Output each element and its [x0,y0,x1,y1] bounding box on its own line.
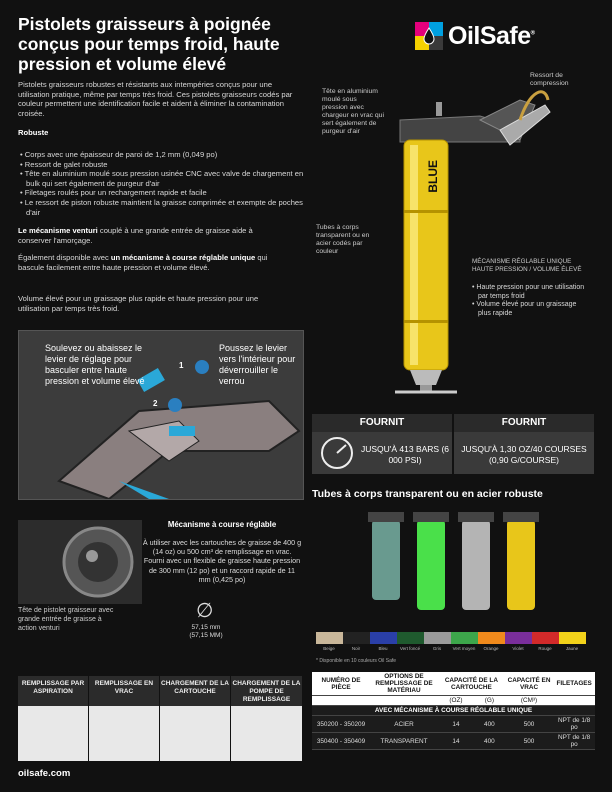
swatch-label: Rouge [538,646,552,651]
gun-head-photo [18,520,142,604]
callout-spring: Ressort de compression [530,72,569,87]
callout-mechanism-title: MÉCANISME RÉGLABLE UNIQUE HAUTE PRESSION / VOLUME ÉLEVÉ [472,258,582,273]
swatch-label: Violet [512,646,524,651]
robust-list [18,150,308,217]
lever-left-text: Soulevez ou abaissez le levier de réglage pour basculer entre haute pression et volume élevé [45,343,145,386]
unique-text: Également disponible avec un mécanisme à course réglable unique qui bascule facilement entre haute pression et volume élevé. [18,253,268,272]
list-item: • Ressort de galet robuste [18,160,308,170]
fill-method-label: CHARGEMENT DE LA POMPE DE REMPLISSAGE [231,676,302,706]
fill-method-label: CHARGEMENT DE LA CARTOUCHE [160,676,230,706]
lever-illustration-panel [18,330,304,500]
list-item: • Tête en aluminium moulé sous pression usinée CNC avec valve de chargement en bulk qui sert également de purgeur d'air [18,169,308,188]
pump-fill-image [231,706,302,761]
swatch-label: Beige [323,646,335,651]
feature-head: FOURNIT [312,414,452,432]
table-header: FILETAGES [553,672,595,696]
swatch-label: Jaune [565,646,579,651]
table-units-row: (OZ) (G) (CM³) [312,696,595,706]
list-item: • Haute pression pour une utilisation par temps froid [470,284,590,301]
swatch-medium-green [451,632,478,644]
callout-head: Tête en aluminium moulé sous pression avec chargeur en vrac qui sert également de purgeur d'air [322,88,384,135]
list-item: • Corps avec une épaisseur de paroi de 1,2 mm (0,049 po) [18,150,308,160]
gun-color-label: BLUE [426,160,440,193]
feature-volume [454,414,594,474]
bulk-fill-image [89,706,159,761]
swatch-orange [478,632,505,644]
swatch-black [343,632,370,644]
feature-text: JUSQU'À 1,30 OZ/40 COURSES (0,90 G/COURSE) [461,444,587,465]
diameter-value: 57,15 mm [191,624,221,631]
suction-fill-image [18,706,88,761]
swatch-label: Bleu [378,646,388,651]
table-header: OPTIONS DE REMPLISSAGE DE MATÉRIAU [370,672,438,696]
table-row: 350200 - 350209 ACIER 14 400 500 NPT de 1/8 po [312,716,595,733]
swatch-gray [424,632,451,644]
mechanism-list [470,284,590,318]
adjust-title: Mécanisme à course réglable [167,520,277,529]
swatch-label: Orange [483,646,499,651]
feature-pressure [312,414,452,474]
feature-text: JUSQU'À 413 BARS (6 000 PSI) [360,444,450,465]
fill-method-label: REMPLISSAGE EN VRAC [89,676,159,706]
table-section-row: AVEC MÉCANISME À COURSE RÉGLABLE UNIQUE [312,706,595,716]
grease-gun-illustration [370,80,570,400]
step-2-badge: 2 [153,399,158,408]
page-title: Pistolets graisseurs à poignée conçus pour temps froid, haute pression et volume élevé [18,14,280,74]
callout-tube: Tubes à corps transparent ou en acier codés par couleur [316,224,370,255]
adjust-text: À utiliser avec les cartouches de graisse de 400 g (14 oz) ou 500 cm³ de remplissage en vrac. Fourni avec un flexible de graisse haute pression de 300 mm (12 po) et un raccord rapide de 11 mm (0,425 po) [142,538,302,584]
intro-text: Pistolets graisseurs robustes et résistants aux intempéries conçus pour une utilisation pratique, même par temps très froid. Ces pistolets graisseurs codés par couleur permettent une identification facile et aident à éliminer la contamination croisée. [18,80,293,118]
step-1-badge: 1 [179,361,184,370]
table-header: NUMÉRO DE PIÈCE [312,672,370,696]
swatch-dark-green [397,632,424,644]
volume-text: Volume élevé pour un graissage plus rapide et haute pression pour une utilisation par temps très froid. [18,294,259,313]
table-header: CAPACITÉ EN VRAC [505,672,554,696]
brand-name: OilSafe® [448,22,535,50]
spec-table [312,672,595,750]
swatch-yellow [559,632,586,644]
tubes-heading: Tubes à corps transparent ou en acier robuste [312,488,543,500]
robust-heading: Robuste [18,128,49,137]
swatch-label: Vert foncé [399,646,421,651]
table-header-row [312,672,595,696]
tubes-illustration [362,506,602,624]
feature-head: FOURNIT [454,414,594,432]
list-item: • Filetages roulés pour un rechargement rapide et facile [18,188,308,198]
swatch-note: * Disponible en 10 couleurs Oil Safe [316,658,397,664]
fill-methods [18,676,302,761]
swatch-red [532,632,559,644]
swatch-beige [316,632,343,644]
diameter-icon: ∅ [196,600,214,622]
oilsafe-logo-icon [415,22,443,50]
lever-right-text: Poussez le levier vers l'intérieur pour déverrouiller le verrou [219,343,296,386]
footer-url-link[interactable]: oilsafe.com [18,768,71,779]
swatch-label: Vert moyen [452,646,476,651]
swatch-purple [505,632,532,644]
table-header: CAPACITÉ DE LA CARTOUCHE [438,672,505,696]
table-row: 350400 - 350409 TRANSPARENT 14 400 500 NPT de 1/8 po [312,733,595,750]
head-caption: Tête de pistolet graisseur avec grande entrée de graisse à action venturi [18,607,114,632]
list-item: • Volume élevé pour un graissage plus rapide [470,301,590,318]
cartridge-load-image [160,706,230,761]
venturi-text: Le mécanisme venturi couplé à une grande entrée de graisse aide à conserver l'amorçage. [18,226,253,245]
gauge-icon [320,436,354,470]
list-item: • Le ressort de piston robuste maintient la graisse comprimée et exempte de poches d'air [18,198,308,217]
diameter-sub: (57,15 MM) [189,632,223,639]
swatch-blue [370,632,397,644]
fill-method-label: REMPLISSAGE PAR ASPIRATION [18,676,88,706]
swatch-label: Noir [351,646,361,651]
swatch-label: Gris [432,646,442,651]
